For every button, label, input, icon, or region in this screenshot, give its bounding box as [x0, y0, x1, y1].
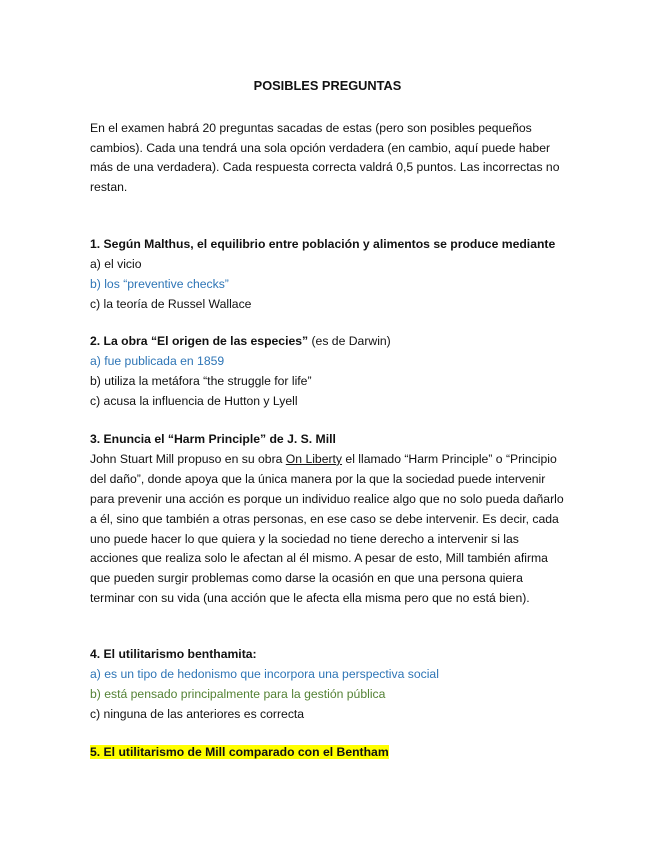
page-title: POSIBLES PREGUNTAS: [253, 78, 402, 93]
question-1-text: 1. Según Malthus, el equilibrio entre población y alimentos se produce mediante: [90, 237, 556, 251]
question-1-option-a: a) el vicio: [90, 256, 142, 271]
question-2-option-c: c) acusa la influencia de Hutton y Lyell: [90, 393, 298, 408]
question-4: [90, 645, 570, 725]
question-2-option-b: b) utiliza la metáfora “the struggle for life”: [90, 373, 312, 388]
question-4-option-c: c) ninguna de las anteriores es correcta: [90, 706, 305, 721]
answer-intro: John Stuart Mill propuso en su obra: [90, 451, 286, 466]
question-2-heading: [90, 332, 570, 352]
question-4-option-a: a) es un tipo de hedonismo que incorpora una perspectiva social: [90, 666, 439, 681]
question-5-text: 5. El utilitarismo de Mill comparado con el Bentham: [90, 745, 389, 759]
question-5: [90, 743, 570, 763]
question-1: [90, 235, 570, 315]
question-2-option-a: a) fue publicada en 1859: [90, 353, 225, 368]
question-3-text: 3. Enuncia el “Harm Principle” de J. S. Mill: [90, 432, 336, 446]
question-1-option-b: b) los “preventive checks”: [90, 276, 229, 291]
question-4-option-b: b) está pensado principalmente para la gestión pública: [90, 686, 386, 701]
book-title-on-liberty: On Liberty: [285, 451, 343, 466]
answer-body: el llamado “Harm Principle” o “Principio del daño”, donde apoya que la única manera por la que la sociedad puede intervenir para prevenir una acción es porque un individuo realice algo que no solo pueda dañarlo a él, sino que también a otras personas, en ese caso se debe intervenir. Es decir, cada uno puede hacer lo que quiera y la sociedad no tiene derecho a intervenir si las acciones que realiza solo le afectan al él mismo. A pesar de esto, Mill también afirma que pueden surgir problemas como darse la ocasión en que una persona quiera terminar con su vida (una acción que le afecta ella misma pero que no está bien).: [90, 451, 564, 606]
question-3-answer: [90, 450, 568, 609]
question-2: [90, 332, 570, 412]
intro-paragraph: En el examen habrá 20 preguntas sacadas de estas (pero son posibles pequeños cambios). Cada una tendrá una sola opción verdadera (en cambio, aquí puede haber más de una verdadera). Cada respuesta correcta valdrá 0,5 puntos. Las incorrectas no restan.: [90, 121, 560, 194]
question-1-option-c: c) la teoría de Russel Wallace: [90, 296, 252, 311]
question-2-note: (es de Darwin): [308, 334, 391, 348]
question-2-text: 2. La obra “El origen de las especies”: [90, 334, 309, 348]
question-3: [90, 430, 570, 609]
question-4-text: 4. El utilitarismo benthamita:: [90, 647, 257, 661]
